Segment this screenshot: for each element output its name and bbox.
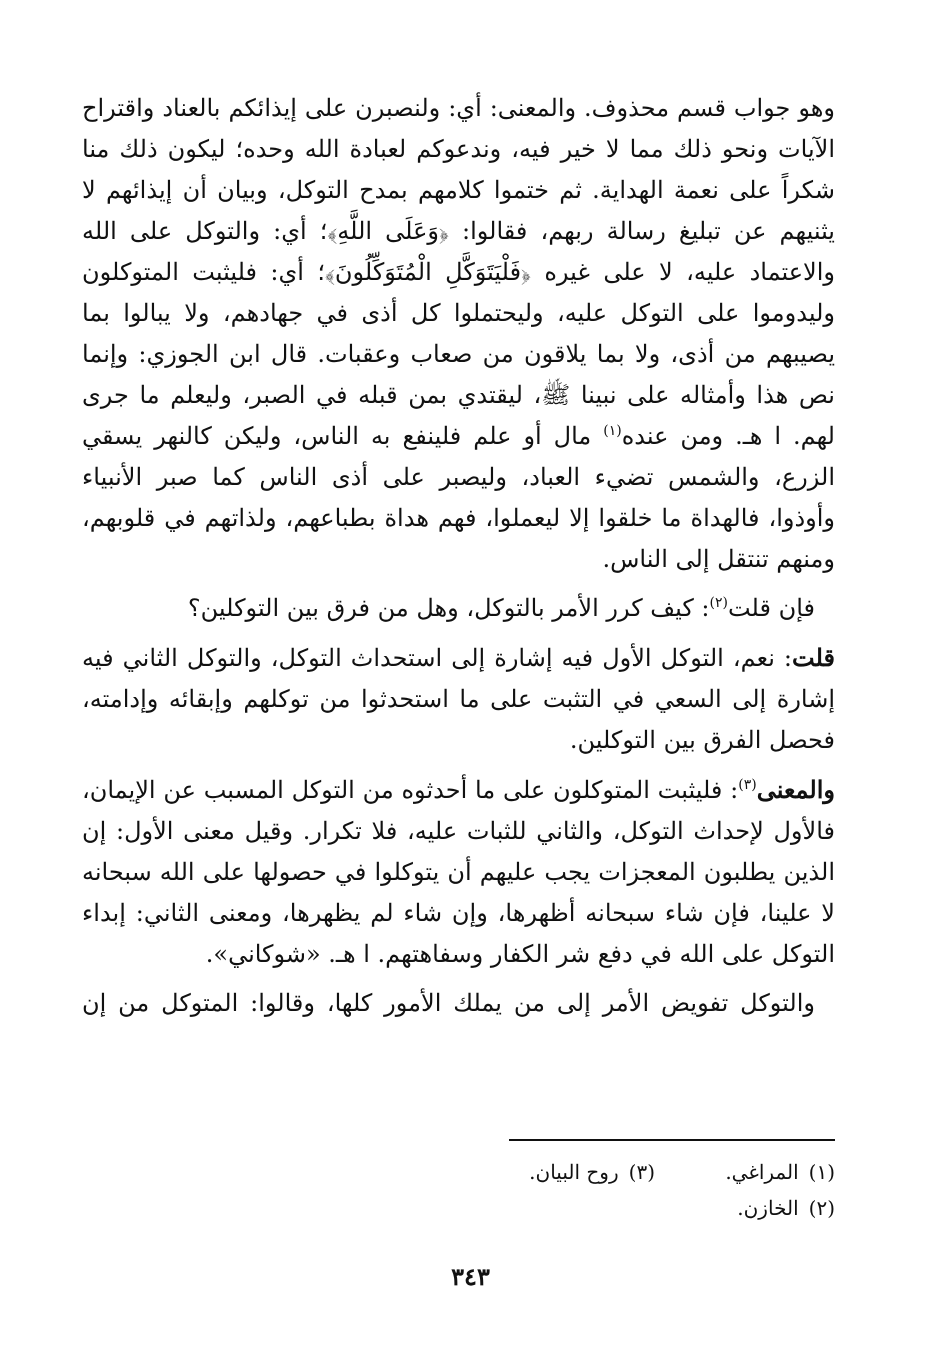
paragraph-lead: والمعنى (756, 775, 835, 804)
footnote-number: (٢) (808, 1196, 835, 1220)
paragraph-5 (82, 983, 835, 1024)
main-text (82, 88, 835, 1024)
footnote-3 (475, 1154, 655, 1190)
footnote-row (75, 1154, 835, 1190)
footnote-row (75, 1190, 835, 1226)
paragraph-text: : كيف كرر الأمر بالتوكل، وهل من فرق بين التوكلين؟ (187, 594, 710, 622)
paragraph-text: : فليثبت المتوكلون على ما أحدثوه من التوكل المسبب عن الإيمان، فالأول لإحداث التوكل، والثاني للثبات عليه، فلا تكرار. وقيل معنى الأول: إن الذين يطلبون المعجزات يجب عليهم أن يتوكلوا في حصولها على الله سبحانه لا علينا، فإن شاء سبحانه أظهرها، وإن شاء لم يظهرها، ومعنى الثاني: إبداء التوكل على الله في دفع شر الكفار وسفاهتهم. ا هـ. «شوكاني». (82, 776, 835, 968)
footnote-number: (١) (808, 1160, 835, 1184)
footnote-marker-1: (١) (603, 423, 622, 439)
footnote-divider (509, 1139, 835, 1141)
paragraph-2 (82, 588, 835, 629)
paragraph-lead: قلت (792, 643, 835, 672)
paragraph-3 (82, 637, 835, 761)
footnote-text: الخازن. (737, 1196, 799, 1220)
footnote-1 (655, 1154, 835, 1190)
footnote-text: المراغي. (725, 1160, 799, 1184)
page-number: ٣٤٣ (451, 1262, 490, 1291)
footnote-2 (655, 1190, 835, 1226)
footnote-marker-2: (٢) (709, 595, 728, 611)
paragraph-text-continued: مال أو علم فلينفع به الناس، وليكن كالنهر يسقي الزرع، والشمس تضيء العباد، وليصبر على أذى الناس كما صبر الأنبياء وأوذوا، فالهداة ما خلقوا إلا ليعملوا، فهم هداة بطباعهم، ولذاتهم في قلوبهم، ومنهم تنتقل إلى الناس. (82, 422, 835, 573)
footnotes (75, 1154, 835, 1226)
paragraph-lead: فإن قلت (727, 594, 815, 622)
paragraph-text: وهو جواب قسم محذوف. والمعنى: أي: ولنصبرن على إيذائكم بالعناد واقتراح الآيات ونحو ذلك مما لا خير فيه، وندعوكم لعبادة الله وحده؛ ليكون ذلك منا شكراً على نعمة الهداية. ثم ختموا كلامهم بمدح التوكل، وبيان أن إيذائهم لا يثنيهم عن تبليغ رسالة ربهم، فقالوا: ﴿وَعَلَى اللَّهِ﴾؛ أي: والتوكل على الله والاعتماد عليه، لا على غيره ﴿فَلْيَتَوَكَّلِ الْمُتَوَكِّلُونَ﴾؛ أي: فليثبت المتوكلون وليدوموا على التوكل عليه، وليحتملوا كل أذى في جهادهم، ولا يبالوا بما يصيبهم من أذى، ولا بما يلاقون من صعاب وعقبات. قال ابن الجوزي: وإنما نص هذا وأمثاله على نبينا ﷺ، ليقتدي بمن قبله في الصبر، وليعلم ما جرى لهم. ا هـ. ومن عنده (82, 94, 836, 450)
paragraph-text: والتوكل تفويض الأمر إلى من يملك الأمور كلها، وقالوا: المتوكل من إن (82, 989, 815, 1017)
footnote-marker-3: (٣) (738, 777, 757, 793)
footnote-number: (٣) (628, 1160, 655, 1184)
paragraph-4 (82, 769, 835, 975)
paragraph-1 (82, 88, 835, 580)
footnote-text: روح البيان. (529, 1160, 619, 1184)
paragraph-text: : نعم، التوكل الأول فيه إشارة إلى استحداث التوكل، والتوكل الثاني فيه إشارة إلى السعي في التثبت على ما استحدثوا من توكلهم وإبقائه وإدامته، فحصل الفرق بين التوكلين. (82, 644, 835, 754)
